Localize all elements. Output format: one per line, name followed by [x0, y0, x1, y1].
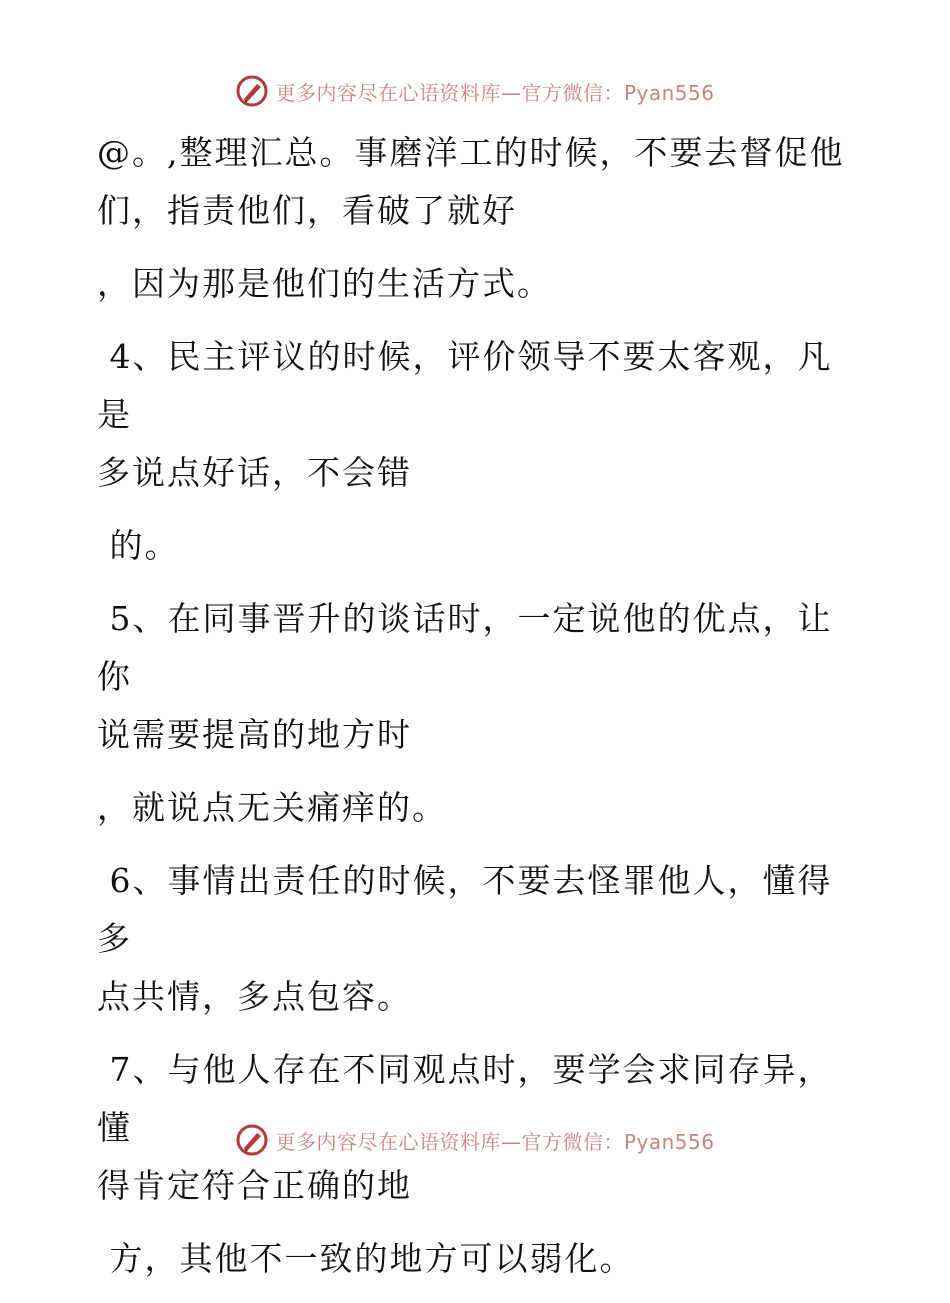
footer-banner	[0, 1120, 950, 1160]
pen-logo-icon	[235, 74, 269, 108]
paragraph-5: 5、在同事晋升的谈话时，一定说他的优点，让你 说需要提高的地方时	[97, 599, 833, 754]
paragraph-6: ，就说点无关痛痒的。	[97, 788, 447, 827]
paragraph-2: ，因为那是他们的生活方式。	[97, 264, 552, 303]
footer-banner-text: 更多内容尽在心语资料库—官方微信：Pyan556	[275, 1129, 715, 1154]
paragraph-9: 方，其他不一致的地方可以弱化。	[97, 1239, 635, 1278]
header-banner-text: 更多内容尽在心语资料库—官方微信：Pyan556	[275, 80, 715, 105]
paragraph-8: 7、与他人存在不同观点时，要学会求同存异，懂 得肯定符合正确的地	[97, 1050, 833, 1205]
paragraph-3: 4、民主评议的时候，评价领导不要太客观，凡是 多说点好话，不会错	[97, 337, 833, 492]
paragraph-4: 的。	[97, 526, 180, 565]
pen-logo-icon	[235, 1123, 269, 1157]
header-banner	[0, 71, 950, 111]
paragraph-7: 6、事情出责任的时候，不要去怪罪他人，懂得多 点共情，多点包容。	[97, 861, 833, 1016]
paragraph-1: @。,整理汇总。事磨洋工的时候，不要去督促他 们，指责他们，看破了就好	[97, 133, 845, 230]
